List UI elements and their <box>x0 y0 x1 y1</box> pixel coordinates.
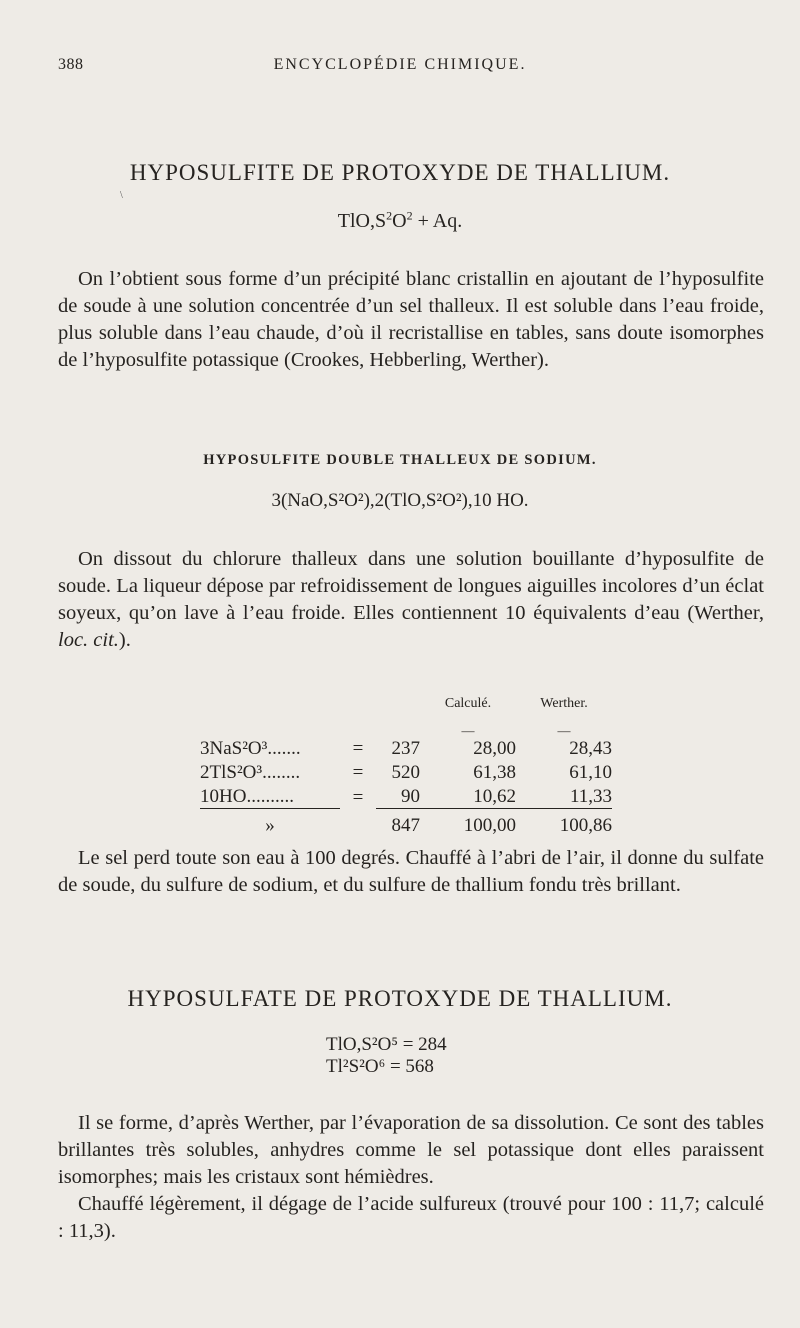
paragraph-hyposulfite: On l’obtient sous forme d’un précipité blanc cristallin en ajoutant de l’hyposulfite de soude à une solution concentrée d’un sel thalleux. Il est soluble dans l’eau froide, plus soluble dans l’eau chaude, d’où il recristallise en tables, sans doute isomorphes de l’hyposulfite potassique (Crookes, Hebberling, Werther). <box>58 268 764 371</box>
formula-hyposulfate-2: Tl²S²O⁶ = 568 <box>326 1056 434 1077</box>
paragraph-hyposulfate-heating: Chauffé légèrement, il dégage de l’acide sulfureux (trouvé pour 100 : 11,7; calculé : 11,3). <box>58 1193 764 1242</box>
page-number: 388 <box>58 56 84 73</box>
table-row: 2TlS²O³........ = 520 61,38 61,10 <box>200 762 612 783</box>
running-title: ENCYCLOPÉDIE CHIMIQUE. <box>273 56 527 73</box>
formula-hyposulfate-1: TlO,S²O⁵ = 284 <box>326 1034 447 1055</box>
paragraph-hyposulfate: Il se forme, d’après Werther, par l’évaporation de sa dissolution. Ce sont des tables brillantes très solubles, anhydres comme le sel potassique dont elles paraissent isomorphes; mais les cristaux sont hémièdres. <box>58 1112 764 1188</box>
paragraph-double-hyposulfite: On dissout du chlorure thalleux dans une solution bouillante d’hyposulfite de soude. La liqueur dépose par refroidissement de longues aiguilles incolores d’un éclat soyeux, qu’on lave à l’eau froide. Elles contiennent 10 équivalents d’eau (Werther, loc. cit.). <box>58 548 764 651</box>
section-title-hyposulfite: HYPOSULFITE DE PROTOXYDE DE THALLIUM. <box>129 160 671 185</box>
section-title-double-hyposulfite: HYPOSULFITE DOUBLE THALLEUX DE SODIUM. <box>203 452 597 468</box>
citation: loc. cit. <box>58 629 119 651</box>
section-title-hyposulfate: HYPOSULFATE DE PROTOXYDE DE THALLIUM. <box>127 986 673 1011</box>
composition-table <box>200 684 612 837</box>
formula-double-hyposulfite: 3(NaO,S²O²),2(TlO,S²O²),10 HO. <box>271 490 529 511</box>
header-dash: — <box>557 723 571 738</box>
column-header-calcule: Calculé. <box>444 696 492 711</box>
column-header-werther: Werther. <box>540 696 588 711</box>
table-total-row: » 847 100,00 100,86 <box>200 809 612 838</box>
table-row: 3NaS²O³....... = 237 28,00 28,43 <box>200 738 612 759</box>
table-row: 10HO.......... = 90 10,62 11,33 <box>200 786 612 808</box>
paragraph-heating: Le sel perd toute son eau à 100 degrés. Chauffé à l’abri de l’air, il donne du sulfate de soude, du sulfure de sodium, et du sulfure de thallium fondu très brillant. <box>58 847 764 896</box>
formula-hyposulfite: $TlO,S^2O^2 + Aq$. <box>337 208 463 232</box>
stray-mark: \ <box>120 190 123 201</box>
header-dash: — <box>461 723 475 738</box>
